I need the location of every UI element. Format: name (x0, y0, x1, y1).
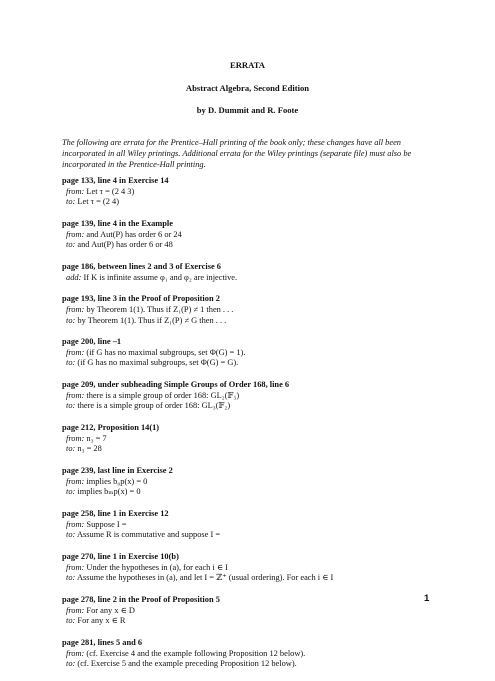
entry-heading: page 278, line 2 in the Proof of Proposition 5 (62, 595, 220, 605)
change-text: (if G has no maximal subgroups, set Φ(G) = 1). (86, 347, 246, 357)
change-text: implies bₘp(x) = 0 (77, 487, 141, 497)
change-text: by Theorem 1(1). Thus if Z₁(P) ≠ G then . . . (77, 315, 227, 325)
errata-entry (62, 219, 442, 251)
errata-list (62, 176, 442, 681)
change-tag: from: (66, 390, 85, 400)
change-tag: to: (66, 358, 76, 368)
change-text: there is a simple group of order 168: GL₃(𝔽₂) (77, 401, 231, 411)
change-text: Assume R is commutative and suppose I = (76, 530, 221, 540)
change-text: Let τ = (2 4 3) (86, 186, 135, 196)
entry-heading: page 239, last line in Exercise 2 (62, 466, 173, 476)
change-tag: from: (66, 304, 85, 314)
book-authors: by D. Dummit and R. Foote (196, 105, 299, 115)
errata-entry (62, 638, 442, 670)
entry-line (62, 240, 442, 251)
entry-line (62, 305, 442, 316)
entry-line (62, 197, 442, 208)
change-tag: from: (66, 648, 85, 658)
change-tag: to: (66, 573, 76, 583)
change-text: (if G has no maximal subgroups, set Φ(G) = G). (77, 358, 239, 368)
errata-entry (62, 262, 442, 283)
change-tag: to: (66, 616, 76, 626)
intro-paragraph: The following are errata for the Prentice–Hall printing of the book only; these changes have all been incorporated in all Wiley printings. Additional errata for the Wiley printings (separate file) must also be incorporated in the Prentice-Hall printing. (62, 138, 412, 170)
errata-entry (62, 466, 442, 498)
entry-line (62, 606, 442, 617)
entry-line (62, 434, 442, 445)
change-tag: add: (66, 272, 82, 282)
change-text: there is a simple group of order 168: GL₂(𝔽₃) (86, 390, 240, 400)
change-text: For any x ∈ D (86, 605, 135, 615)
change-text: Assume the hypotheses in (a), and let I = ℤ⁺ (usual ordering). For each i ∈ I (76, 573, 334, 583)
entry-heading: page 193, line 3 in the Proof of Proposition 2 (62, 294, 220, 304)
document-title: ERRATA (229, 60, 265, 70)
entry-line (62, 520, 442, 531)
change-tag: to: (66, 659, 76, 669)
change-tag: to: (66, 444, 76, 454)
entry-line (62, 273, 442, 284)
entry-heading: page 258, line 1 in Exercise 12 (62, 509, 169, 519)
entry-line (62, 530, 442, 541)
entry-line (62, 563, 442, 574)
errata-entry (62, 423, 442, 455)
entry-heading: page 270, line 1 in Exercise 10(b) (62, 552, 179, 562)
errata-entry (62, 509, 442, 541)
change-text: Let τ = (2 4) (77, 197, 119, 207)
errata-entry (62, 176, 442, 208)
entry-line (62, 659, 442, 670)
entry-line (62, 649, 442, 660)
change-text: For any x ∈ R (77, 616, 126, 626)
change-tag: from: (66, 562, 85, 572)
change-tag: to: (66, 530, 76, 540)
change-tag: to: (66, 315, 76, 325)
entry-line (62, 230, 442, 241)
change-tag: to: (66, 401, 76, 411)
entry-line (62, 187, 442, 198)
entry-heading: page 200, line –1 (62, 337, 122, 347)
errata-entry (62, 294, 442, 326)
entry-heading: page 209, under subheading Simple Groups of Order 168, line 6 (62, 380, 290, 390)
errata-entry (62, 337, 442, 369)
entry-heading: page 186, between lines 2 and 3 of Exercise 6 (62, 261, 221, 271)
change-tag: to: (66, 487, 76, 497)
entry-line (62, 358, 442, 369)
entry-line (62, 401, 442, 412)
page-number: 1 (424, 593, 430, 604)
entry-line (62, 477, 442, 488)
errata-entry (62, 595, 442, 627)
change-tag: from: (66, 186, 85, 196)
entry-heading: page 281, lines 5 and 6 (62, 638, 143, 648)
entry-line (62, 573, 442, 584)
change-tag: from: (66, 347, 85, 357)
change-tag: from: (66, 476, 85, 486)
entry-heading: page 212, Proposition 14(1) (62, 423, 160, 433)
change-tag: to: (66, 240, 76, 250)
errata-entry (62, 380, 442, 412)
change-text: implies b₀p(x) = 0 (86, 476, 148, 486)
entry-line (62, 316, 442, 327)
entry-line (62, 444, 442, 455)
errata-entry (62, 552, 442, 584)
entry-heading: page 133, line 4 in Exercise 14 (62, 176, 169, 185)
entry-line (62, 487, 442, 498)
change-text: Under the hypotheses in (a), for each i ∈ I (86, 562, 228, 572)
entry-line (62, 616, 442, 627)
entry-heading: page 139, line 4 in the Example (62, 218, 173, 228)
change-tag: from: (66, 229, 85, 239)
change-text: Suppose I = (86, 519, 127, 529)
change-tag: to: (66, 197, 76, 207)
change-text: and Aut(P) has order 6 or 48 (77, 240, 173, 250)
entry-line (62, 348, 442, 359)
change-text: (cf. Exercise 5 and the example preceding Proposition 12 below). (77, 659, 297, 669)
change-text: and Aut(P) has order 6 or 24 (86, 229, 182, 239)
change-text: by Theorem 1(1). Thus if Z₁(P) ≠ 1 then . . . (86, 304, 234, 314)
change-text: n₃ = 7 (86, 433, 107, 443)
entry-line (62, 391, 442, 402)
change-text: If K is infinite assume φ₁ and φ₂ are injective. (83, 272, 238, 282)
change-text: n₃ = 28 (77, 444, 102, 454)
change-tag: from: (66, 519, 85, 529)
change-text: (cf. Exercise 4 and the example following Proposition 12 below). (86, 648, 306, 658)
change-tag: from: (66, 605, 85, 615)
book-title: Abstract Algebra, Second Edition (185, 83, 310, 93)
change-tag: from: (66, 433, 85, 443)
